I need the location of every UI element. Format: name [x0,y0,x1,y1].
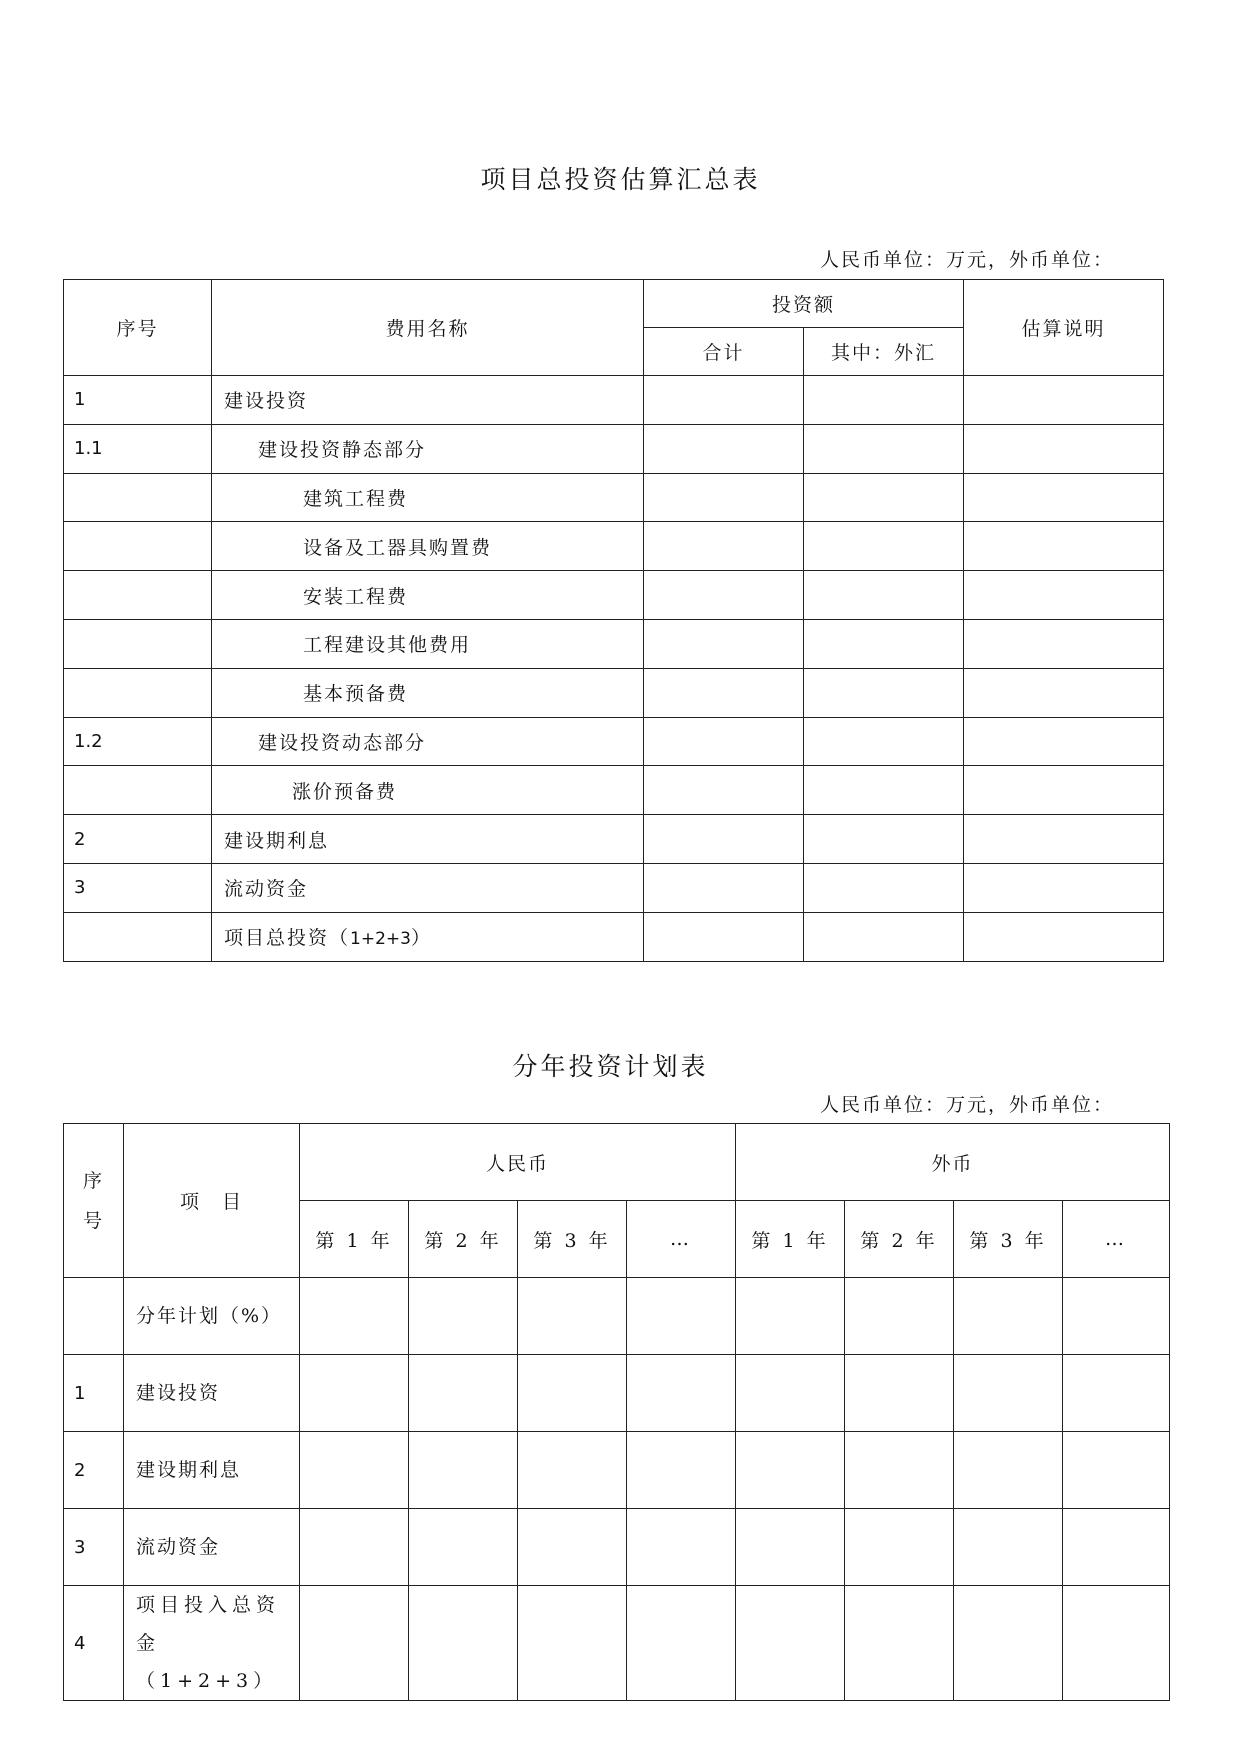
cell-forex [804,815,964,864]
table1-title: 项目总投资估算汇总表 [480,165,761,194]
cell-note [964,473,1164,522]
header-foreign-more: … [1063,1201,1170,1278]
table-row [64,815,1164,864]
cell-forex [804,473,964,522]
cell-note [964,815,1164,864]
row-name: 建设投资 [212,376,644,425]
row-name: 流动资金 [124,1509,300,1586]
row-name: 基本预备费 [212,668,644,717]
cell [845,1278,954,1355]
row-seq: 2 [64,1432,124,1509]
row-name: 建设投资静态部分 [212,424,644,473]
table-row [64,912,1164,961]
row-seq: 1 [64,376,212,425]
cell [954,1355,1063,1432]
cell-forex [804,717,964,766]
row-name: 工程建设其他费用 [212,619,644,668]
cell-forex [804,766,964,815]
header-seq-b: 号 [82,1209,104,1232]
cell [409,1432,518,1509]
cell-total [644,668,804,717]
row-name: 流动资金 [212,863,644,912]
header-total: 合计 [644,328,804,376]
cell-total [644,619,804,668]
row-name: 建筑工程费 [212,473,644,522]
table-row [64,424,1164,473]
cell [627,1509,736,1586]
row-seq: 1.1 [64,424,212,473]
header-rmb-year-3: 第 3 年 [518,1201,627,1278]
row-name: 建设投资 [124,1355,300,1432]
cell-forex [804,571,964,620]
cell [845,1509,954,1586]
total-close-paren: ） [410,927,432,950]
cell [300,1586,409,1701]
row-seq [64,668,212,717]
table-row [64,376,1164,425]
row-name-total [212,912,644,961]
cell [518,1509,627,1586]
row-seq [64,912,212,961]
cell [300,1278,409,1355]
row-seq: 3 [64,1509,124,1586]
cell-total [644,717,804,766]
table-row [64,766,1164,815]
cell [736,1278,845,1355]
cell-forex [804,863,964,912]
header-note: 估算说明 [964,280,1164,376]
cell-forex [804,376,964,425]
header-rmb-year-2: 第 2 年 [409,1201,518,1278]
cell [627,1586,736,1701]
cell-total [644,522,804,571]
cell-forex [804,668,964,717]
cell-note [964,912,1164,961]
table2-title: 分年投资计划表 [512,1052,709,1081]
cell [1063,1586,1170,1701]
cell-forex [804,424,964,473]
cell-note [964,424,1164,473]
cell-forex [804,522,964,571]
table-row [64,473,1164,522]
cell [1063,1278,1170,1355]
cell-total [644,815,804,864]
cell-note [964,766,1164,815]
row-seq [64,522,212,571]
table-row [64,1278,1170,1355]
cell-total [644,571,804,620]
row-seq [64,571,212,620]
table-row [64,1509,1170,1586]
row-name: 涨价预备费 [212,766,644,815]
cell [518,1432,627,1509]
row-seq [64,1278,124,1355]
row-seq [64,473,212,522]
cell-note [964,863,1164,912]
row-name: 项目投入总资金（1+2+3） [124,1586,300,1701]
cell-forex [804,619,964,668]
cell [1063,1355,1170,1432]
cell [627,1355,736,1432]
cell [409,1355,518,1432]
row-name: 分年计划（%） [124,1278,300,1355]
row-name: 设备及工器具购置费 [212,522,644,571]
header-rmb-more: … [627,1201,736,1278]
cell-note [964,717,1164,766]
row-seq: 2 [64,815,212,864]
cell-note [964,668,1164,717]
total-formula: 1+2+3 [350,929,411,950]
cell-total [644,473,804,522]
cell [954,1432,1063,1509]
cell-total [644,376,804,425]
table2-unit-note: 人民币单位：万元，外币单位： [820,1094,1115,1116]
header-amount: 投资额 [644,280,964,328]
header-foreign: 外币 [736,1124,1170,1201]
cell [736,1355,845,1432]
cell [736,1586,845,1701]
header-forex: 其中：外汇 [804,328,964,376]
cell [954,1509,1063,1586]
header-item: 项 目 [124,1124,300,1278]
header-seq [64,1124,124,1278]
cell [1063,1509,1170,1586]
row-seq: 4 [64,1586,124,1701]
cell [300,1355,409,1432]
cell [518,1278,627,1355]
table-row [64,717,1164,766]
header-foreign-year-3: 第 3 年 [954,1201,1063,1278]
table-row [64,619,1164,668]
row-name: 安装工程费 [212,571,644,620]
cell-note [964,619,1164,668]
cell-total [644,912,804,961]
cell [845,1586,954,1701]
header-rmb: 人民币 [300,1124,736,1201]
annual-investment-plan-table [63,1123,1170,1701]
cell [409,1278,518,1355]
cell-note [964,376,1164,425]
cell-note [964,571,1164,620]
cell [409,1586,518,1701]
investment-summary-table [63,279,1164,962]
cell [736,1509,845,1586]
header-seq: 序号 [64,280,212,376]
cell [627,1278,736,1355]
cell-forex [804,912,964,961]
cell-total [644,424,804,473]
header-rmb-year-1: 第 1 年 [300,1201,409,1278]
row-seq: 1.2 [64,717,212,766]
cell [736,1432,845,1509]
cell [300,1509,409,1586]
row-seq: 1 [64,1355,124,1432]
table-row [64,571,1164,620]
row-name: 建设期利息 [212,815,644,864]
cell [1063,1432,1170,1509]
header-name: 费用名称 [212,280,644,376]
table-row [64,1355,1170,1432]
cell [627,1432,736,1509]
cell [845,1432,954,1509]
header-foreign-year-1: 第 1 年 [736,1201,845,1278]
row-seq: 3 [64,863,212,912]
cell [845,1355,954,1432]
table1-unit-note: 人民币单位：万元，外币单位： [820,249,1115,271]
row-name: 建设投资动态部分 [212,717,644,766]
row-seq [64,619,212,668]
cell [409,1509,518,1586]
table-row [64,1432,1170,1509]
cell [518,1586,627,1701]
table-row [64,522,1164,571]
header-seq-a: 序 [82,1169,104,1192]
cell-total [644,863,804,912]
row-seq [64,766,212,815]
cell [954,1278,1063,1355]
header-foreign-year-2: 第 2 年 [845,1201,954,1278]
table-row [64,1586,1170,1701]
cell [518,1355,627,1432]
total-label: 项目总投资（ [224,927,351,950]
cell-note [964,522,1164,571]
cell-total [644,766,804,815]
cell [300,1432,409,1509]
cell [954,1586,1063,1701]
table-row [64,863,1164,912]
table-row [64,668,1164,717]
row-name: 建设期利息 [124,1432,300,1509]
